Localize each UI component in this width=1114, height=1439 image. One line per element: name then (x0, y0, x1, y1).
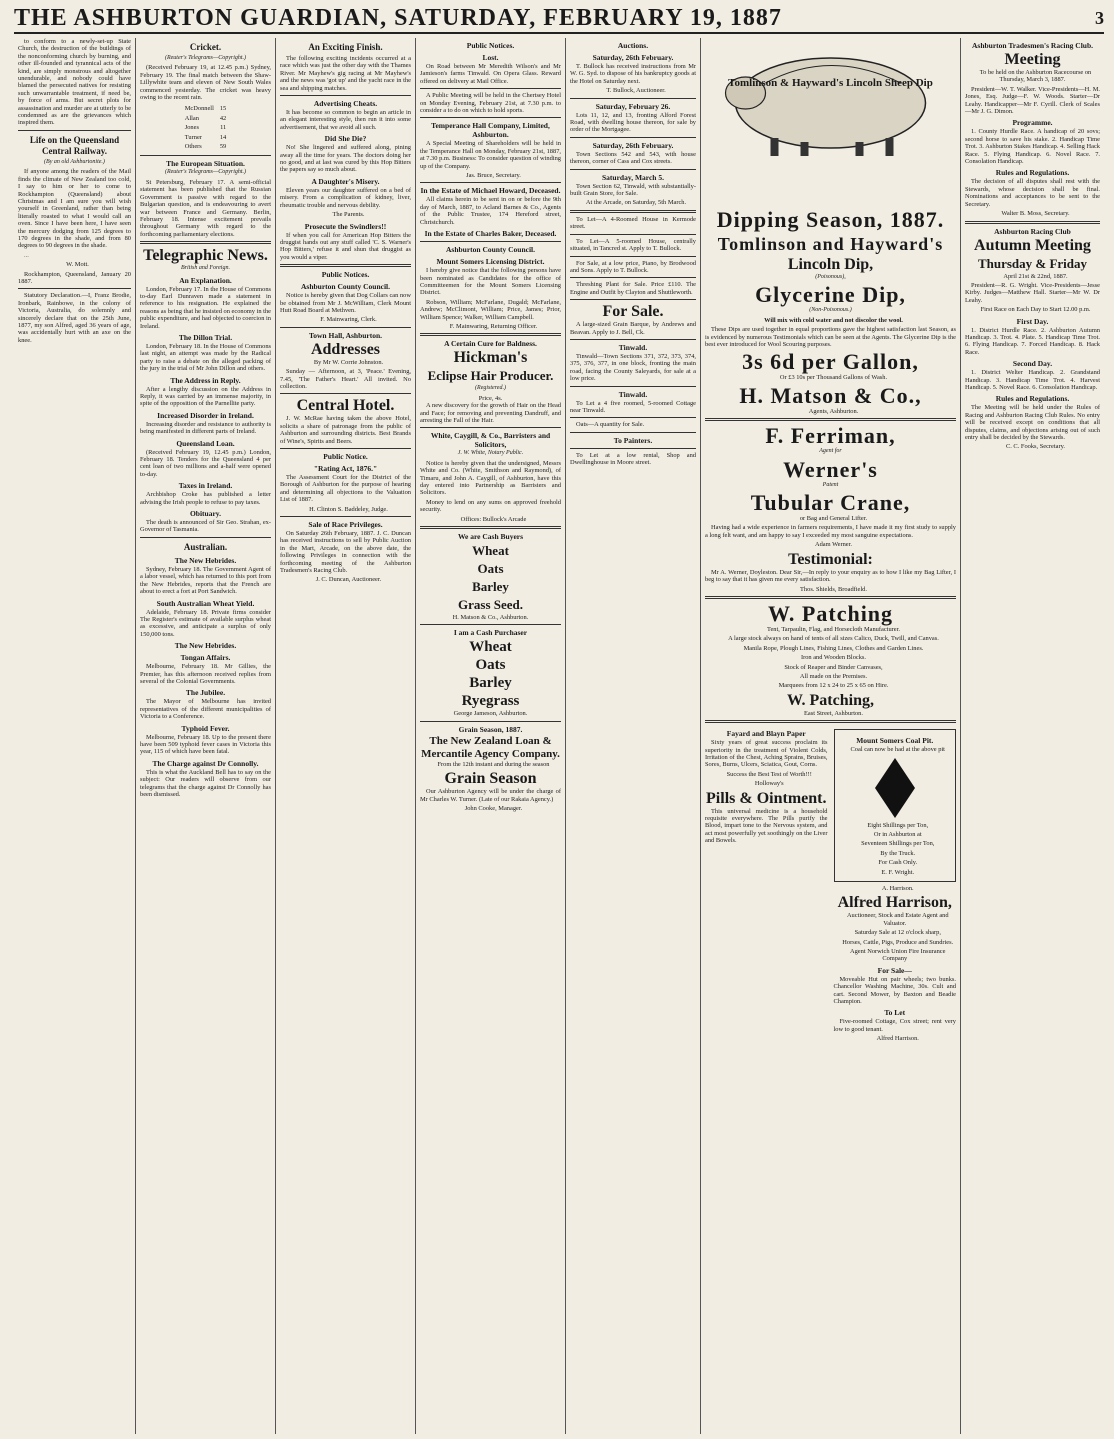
wheat-heading: South Australian Wheat Yield. (156, 598, 255, 608)
auctions-heading: Auctions. (617, 41, 649, 50)
telegraphic-sub: British and Foreign. (181, 265, 230, 272)
let2: To Let—A 5-roomed House, centrally situated, in Tancred st. Apply to T. Bullock. (570, 237, 696, 253)
taxes-heading: Taxes in Ireland. (178, 481, 233, 491)
tinwald-body: Tinwald—Town Sections 371, 372, 373, 374, 375, 376, 377, in one block, fronting the main road, facing the County Saleyards, for sale at a low price. (570, 352, 696, 383)
temperance-body: A Special Meeting of Shareholders will be held in the Temperance Hall on Monday, February 21st, 1887, at 7.30 p.m. Business: To consider question of winding up of the Company. (420, 140, 561, 170)
telegraphic-heading: Telegraphic News. (143, 247, 268, 265)
score-name: Turner (184, 133, 202, 141)
hickman-heading: Hickman's (453, 349, 528, 367)
tomlinson-heading: Tomlinson and Hayward's (717, 234, 944, 254)
programme-body: 1. County Hurdle Race. A handicap of 20 sovs; second horse to save his stake. 2. Handicap Time Trot. 3. Ashburton Stakes Handicap. 4. Selling Hack Race. 5. Flying Handicap. 6. Novel Race. 7. Consolation Handicap. (965, 128, 1100, 166)
score-row (183, 105, 229, 112)
address-heading: The Address in Reply. (170, 375, 241, 385)
meeting-heading: Meeting (1004, 51, 1061, 68)
product-name: Barley (469, 675, 512, 692)
coal-cash: For Cash Only. (878, 859, 918, 867)
queensland-body: If anyone among the readers of the Mail finds the climate of New Zealand too cold, I say to him or her to come to Rockhampton (Queensland) about Christmas and I am sure you will wish yourself in Greenland, rather than being literally roasted to what I would call an oven. Since I have been here, I have seen the mercury dodging from 125 degrees to 170 degrees in the shade, and from 80 degrees to 90 degrees in the shade. (18, 168, 131, 250)
club-heading: Ashburton Tradesmen's Racing Club. (972, 41, 1093, 50)
daughter-heading: A Daughter's Misery. (311, 176, 380, 186)
rules-body: The decision of all disputes shall rest with the Stewards, whose decision shall be final. Nominations and acceptances to be sent to the Secretary. (965, 178, 1100, 208)
agent-for: Agent for (819, 448, 842, 455)
product-name: Grass Seed. (458, 597, 523, 613)
autumn-heading: Autumn Meeting (974, 236, 1091, 254)
lead-text: to conform to a newly-set-up State Church, the destruction of the buildings of the nonconforming church by burning, and other ill-founded and tyrannical acts of the kind, are simply monstrous and altogether unendurable, and nobody could have blamed the persecuted natives for resisting such unwarrantable treatment, if need be, by force of arms. But secret plots for assassination and murder are at utterly to be condemned as are the grievances which inspired them. (18, 38, 131, 127)
forsale-heading: For Sale. (602, 303, 664, 321)
cheats-body: It has become so common to begin an article in an elegant interesting style, then run it into some advertisement, that we avoid all such. (280, 109, 411, 131)
harrison-agent: Agent Norwich Union Fire Insurance Company (850, 948, 946, 963)
temperance-sign: Jas. Bruce, Secretary. (466, 172, 521, 180)
public-notices-heading: Public Notices. (321, 270, 370, 280)
wheat-body: Adelaide, February 18. Private firms consider The Register's estimate of available surplus wheat as excessive, and anticipate a surplus of only 150,000 tons. (140, 608, 271, 638)
charge-heading: The Charge against Dr Connolly. (152, 758, 259, 768)
harrison-sign: Alfred Harrison. (876, 1035, 919, 1043)
taxes-body: Archbishop Croke has published a letter advising the Irish people to refuse to pay taxes. (140, 491, 271, 506)
lincoln-dip: Lincoln Dip, (787, 256, 874, 273)
town-hall-heading: Town Hall, Ashburton. (308, 330, 383, 340)
dillon-body: London, February 18. In the House of Commons last night, an attempt was made by the Radical party to raise a debate on the alleged packing of the jury in the trial of Mr John Dillon and others. (140, 342, 271, 373)
testimonial-heading: Testimonial: (788, 550, 873, 568)
first-day-heading: First Day. (1016, 316, 1049, 326)
harrison-intro: A. Harrison. (881, 885, 914, 892)
cricket-body: (Received February 19, at 12.45 p.m.) Sydney, February 19. The final match between the Shaw-Lillywhite team and eleven of New South Wales commenced yesterday. The cricket was heavy owing to the recent rain. (140, 64, 271, 102)
iron-line: Iron and Wooden Blocks. (800, 654, 867, 662)
columns (14, 38, 1104, 1434)
european-sub: (Reuter's Telegrams—Copyright.) (164, 169, 247, 176)
hebrides2-heading: The New Hebrides. (174, 641, 237, 651)
tinwald-heading: Tinwald. (618, 342, 648, 352)
statutory-declaration: Statutory Declaration.—I, Franz Brodie, Ironbark, Rainbowe, in the colony of Victoria, Australia, do solemnly and sincerely declare that on the 25th June, 1877, my son Alfred, aged 36 years of age, was accidentally hurt with an axe on the knee. (18, 292, 131, 344)
programme-heading: Programme. (1012, 118, 1053, 128)
fayard-heading: Fayard and Blayn Paper (726, 729, 806, 739)
cricket-scores (181, 103, 231, 152)
meeting-body: A Public Meeting will be held in the Chertsey Hotel on Monday Evening, February 21st, at 7.30 p.m. to consider a to do on which to hold sports. (420, 92, 561, 115)
european-heading: The European Situation. (166, 159, 245, 169)
score-name: Others (184, 143, 202, 151)
hebrides-heading: The New Hebrides. (174, 555, 237, 565)
auction1-sign: T. Bullock, Auctioneer. (606, 87, 666, 95)
purchaser-list (420, 638, 561, 710)
obituary-body: The death is announced of Sir Geo. Strahan, ex-Governor of Tasmania. (140, 519, 271, 534)
jubilee-heading: The Jubilee. (185, 688, 226, 698)
score-row (183, 134, 229, 141)
temperance-heading: Temperance Hall Company, Limited, Ashburton. (431, 121, 550, 140)
queensland-heading: Life on the Queensland Central Railway. (29, 134, 120, 156)
loan-heading: The New Zealand Loan & Mercantile Agency Company. (421, 734, 560, 760)
auction2-body: Lots 11, 12, and 13, fronting Alford Forest Road, with dwelling house thereon, for sale by order of the Mortgagee. (570, 111, 696, 134)
score-name: McDonnell (184, 105, 214, 113)
typhoid-body: Melbourne, February 18. Up to the present there have been 509 typhoid fever cases in Victoria this year, 115 of which have been fatal. (140, 733, 271, 756)
fayard-body: Sixty years of great success proclaim its superiority in the treatment of Violent Colds, Irritation of the Chest, Aching Sprains, Bruises, Sores, Burns, Ulcers, Sciatica, Gout, Corns. (705, 739, 828, 769)
estate1-body: All claims herein to be sent in on or before the 9th day of March, 1887, to Acland Barnes & Co., Agents of the Public Trustee, 174 Hereford street, Christchurch. (420, 196, 561, 226)
patching-sign: W. Patching, (787, 691, 874, 709)
sheep-dip-logo (705, 38, 956, 158)
glycerine-dip: Glycerine Dip, (755, 282, 906, 308)
rating-sign: H. Clinton S. Baddeley, Judge. (309, 505, 388, 513)
let3: For Sale, at a low price, Piano, by Brodwood and Sons. Apply to T. Bullock. (570, 259, 696, 274)
daughter-sign: The Parents. (332, 211, 365, 219)
white-sub: J. W. White, Notary Public. (457, 450, 524, 457)
address-body: After a lengthy discussion on the Address in Reply, it was carried by an immense majority, in spite of the opposition of the Parnellite party. (140, 385, 271, 408)
prosecute-body: If when you call for American Hop Bitters the druggist hands out any stuff called 'C. S. Warner's Hop Bitters,' refuse it and shun that druggist as you would a viper. (280, 231, 411, 261)
harrison-sale: Saturday Sale at 12 o'clock sharp, (854, 929, 941, 937)
licensing-sign: F. Mainwaring, Returning Officer. (449, 322, 538, 330)
tongan-body: Melbourne, February 18. Mr Gillies, the Premier, has this afternoon received replies from several of the Colonial Governments. (140, 663, 271, 685)
mount-somers-ad (834, 729, 957, 882)
sale-sign: J. C. Duncan, Auctioneer. (315, 576, 382, 584)
diamond-icon (875, 758, 915, 818)
harrison-items: Horses, Cattle, Pigs, Produce and Sundries. (842, 938, 954, 946)
sale-body: On Saturday 26th February, 1887. J. C. Duncan has received instructions to sell by Public Auction in the Mart, Arcade, on the above date, the following Privileges in connection with the forthcoming meeting of the Ashburton Tradesmen's Racing Club. (280, 530, 411, 575)
sheep-illustration (705, 38, 956, 158)
grain-season: Grain Season (444, 770, 537, 788)
buyers-list (420, 542, 561, 614)
rating-heading: "Rating Act, 1876." (313, 464, 378, 473)
lost-heading: Lost. (482, 53, 499, 62)
score-row (183, 124, 229, 131)
eclipse-price: Price, 4s. (478, 394, 503, 402)
licensing-heading: Mount Somers Licensing District. (436, 257, 545, 267)
eclipse-body: A new discovery for the growth of Hair on the Head and Face; for removing and preventing Dandruff, and arresting the Fall of the Hair. (420, 402, 561, 424)
coal-sign: E. F. Wright. (881, 868, 915, 876)
white-body: Notice is hereby given that the undersigned, Messrs White and Co. (White, Smithson and Raymond), of Timaru, and John A. Caygill, of Ashburton, have this day entered into Partnership as Barristers and Solicitors. (420, 459, 561, 497)
rules2-heading: Rules and Regulations. (995, 394, 1070, 404)
queensland-byline: (By an old Ashburtonite.) (44, 158, 105, 165)
final-let: To Let at a low rental, Shop and Dwellinghouse in Moore street. (570, 451, 696, 467)
score-row (183, 143, 229, 150)
first-day-body: 1. District Hurdle Race. 2. Ashburton Autumn Handicap. 3. Trot. 4. Plate. 5. Handicap Time Trot. 6. Flying Handicap. 7. Forced Handicap. 8. Hack Race. (965, 326, 1100, 356)
forsale-body: A large-sized Grain Barque, by Andrews and Beavan. Apply to J. Bell, Ck. (570, 321, 696, 336)
baldness-heading: A Certain Cure for Baldness. (444, 339, 537, 349)
grain-sign: John Cooke, Manager. (464, 805, 523, 813)
queensland-loan-heading: Queensland Loan. (176, 438, 235, 448)
score-name: Jones (184, 124, 199, 132)
ferriman-heading: F. Ferriman, (765, 423, 896, 449)
sale-heading: Sale of Race Privileges. (308, 520, 383, 530)
estate1-heading: In the Estate of Michael Howard, Deceased. (420, 186, 561, 196)
charge-body: This is what the Auckland Bell has to say on the subject: Our readers will observe from our telegrams that the charge against Dr Connolly has been dismissed. (140, 768, 271, 798)
column-1: to conform to a newly-set-up State Church, the destruction of the buildings of the nonconforming church by burning, and other ill-founded and tyrannical acts of the kind, are simply monstrous and altogether unendurable, and nobody could have blamed the persecuted natives for resisting such unwarrantable treatment, if need be, by force of arms. But secret plots for assassination and murder are at utterly to be condemned as are the grievances which inspired them. Life on the Queensland Central Railway. (By an old Ashburtonite.) If anyone among the readers of the Mail finds the climate of New Zealand too cold, I say to him or her to come to Rockhampton (Queensland) about Christmas and I am sure you will wish yourself in Greenland, rather than being literally roasted to what I would call an oven. Since I have been here, I have seen the mercury dodging from 125 degrees to 170 degrees in the shade, and from 80 degrees to 90 degrees in the shade. ... W. Mott. Rockhampton, Queensland, January 20 1887. Statutory Declaration.—I, Franz Brodie, Ironbark, Rainbowe, in the colony of Victoria, Australia, do solemnly and sincerely declare that on the 25th June, 1877, my son Alfred, aged 36 years of age, was accidentally hurt with an axe on the knee. (14, 38, 136, 1434)
eclipse-heading: Eclipse Hair Producer. (427, 368, 554, 384)
exciting-heading: An Exciting Finish. (308, 42, 383, 52)
harrison-sub: Auctioneer, Stock and Estate Agent and Valuator. (846, 912, 949, 927)
lost-body: On Road between Mr Meredith Wilson's and Mr Jamieson's farms Tinwald. On Opera Glass. Reward offered on delivery at Mail Office. (420, 63, 561, 85)
jubilee-body: The Mayor of Melbourne has invited representatives of the different municipalities of Victoria to a Conference. (140, 698, 271, 721)
grain-heading: Grain Season, 1887. (458, 724, 523, 734)
werner-heading: Werner's (783, 456, 878, 482)
explanation-body: London, February 17. In the House of Commons to-day Earl Dunraven made a statement in reference to his resignation. He explained the reasons as being that he insisted on economy in the public expenditure, and had objected to coercion in Ireland. (140, 285, 271, 330)
testimonial-body: Mr A. Werner, Doyleston. Dear Sir,—In reply to your enquiry as to how I like my Bag Lifter, I beg to say that it has given me every satisfaction. (705, 568, 956, 584)
tinwald2-body: To Let a 4 five roomed, 5-roomed Cottage near Tinwald. (570, 399, 696, 414)
county-council-heading: Ashburton County Council. (301, 282, 390, 292)
agent-name: H. Matson & Co., (739, 382, 922, 408)
agent-sub: Agents, Ashburton. (808, 407, 859, 415)
licensing-body: I hereby give notice that the following persons have been nominated as Candidates for the office of Committeemen for the Mount Somers Licensing District. (420, 267, 561, 297)
licensing-names: Robson, William; McFarlane, Dugald; McFarlane, Andrew; McClimont, William; Price, James; Prior, William Spence; Walker, William Campbell. (420, 298, 561, 321)
rules2-body: The Meeting will be held under the Rules of Racing and Ashburton Racing Club Rules. No entry will be received except on conditions that all disputes, claims, and objections arising out of such entry shall be decided by the Stewards. (965, 404, 1100, 441)
patching-addr: East Street, Ashburton. (804, 709, 863, 717)
footer-sign: C. C. Fooks, Secretary. (1005, 443, 1066, 451)
european-body: St Petersburg, February 17. A semi-official statement has been published that the Russian Government is passive with regard to the Bulgarian question, and is endeavouring to avert war between France and Germany. Berlin, February 18. Intense excitement prevails throughout Germany with regard to the forthcoming parliamentary elections. (140, 178, 271, 238)
forsale2-heading: For Sale— (877, 965, 912, 975)
explanation-heading: An Explanation. (179, 275, 232, 285)
testimonial-sign: Thos. Shields, Broadfield. (800, 585, 867, 593)
disorder-heading: Increased Disorder in Ireland. (157, 410, 254, 420)
tinwald2-heading: Tinwald. (618, 389, 648, 399)
auction3-heading: Saturday, 26th February. (592, 140, 674, 150)
column-5 (566, 38, 701, 1434)
tolet-heading: To Let (884, 1008, 906, 1018)
let4: Threshing Plant for Sale. Price £110. The Engine and Outfit by Clayton and Shuttleworth. (570, 281, 696, 296)
sheep-banner: Tomlinson & Hayward's Lincoln Sheep Dip (728, 77, 933, 90)
holloway-body: This universal medicine is a household requisite everywhere. The Pills purify the Blood, impart tone to the Nervous system, and act most powerfully yet soothingly on the Liver and Bowels. (705, 807, 828, 845)
auction2-heading: Saturday, February 26. (595, 101, 671, 111)
auction4-sub: At the Arcade, on Saturday, 5th March. (585, 199, 687, 207)
purchaser-heading: I am a Cash Purchaser (453, 628, 528, 638)
crane-body: Having had a wide experience in farmers requirements, I have made it my first study to supply a long felt want, and am happy to say I exceeded my most sanguine expectations. (705, 524, 956, 539)
pills-heading: Pills & Ointment. (706, 789, 827, 807)
first-post: First Race on Each Day to Start 12.00 p.m. (980, 306, 1091, 314)
queensland-dateline: Rockhampton, Queensland, January 20 1887. (18, 270, 131, 285)
grain-body: Our Ashburton Agency will be under the charge of Mr Charles W. Turner. (Late of our Rakaia Agency.) (420, 788, 561, 803)
non-poisonous: (Non-Poisonous.) (809, 307, 852, 314)
exciting-body: The following exciting incidents occurred at a race which was just the other day with the Thames River. Mr Mayhew's gig racing at Mr Mayhew's and the news was 'got up' and the yacht race in the sea and shipping matches. (280, 55, 411, 92)
score-runs: 15 (219, 105, 227, 113)
masthead (14, 4, 1104, 34)
auction4-heading: Saturday, March 5. (602, 172, 664, 182)
oats-line: Oats—A quantity for Sale. (576, 421, 645, 429)
auction3-body: Town Sections 542 and 543, with house thereon, corner of Cass and Cox streets. (570, 150, 696, 166)
wool-line: Will mix with cold water and not discolor the wool. (764, 316, 903, 324)
auction1-heading: Saturday, 26th February. (592, 53, 674, 62)
prosecute-heading: Prosecute the Swindlers!! (304, 221, 387, 231)
queensland-loan-body: (Received February 19, 12.45 p.m.) London, February 18. Tenders for the Queensland 4 per cent loan of two millions and a-half were opened to-day. (140, 448, 271, 478)
score-runs: 59 (219, 143, 227, 151)
officials: President—W. T. Walker. Vice-Presidents—H. M. Jones, Esq. Judge—F. W. Woods. Starter—Dr Leahy. Handicapper—Mr F. Cyrill. Clerk of Scales—Mr J. G. Dimon. (965, 85, 1100, 116)
patching-stock: A large stock always on hand of tents of all sizes Calico, Duck, Twill, and Canvas. (728, 635, 939, 643)
auction4-body: Town Section 62, Tinwald, with substantially-built Grain Store, for Sale. (570, 182, 696, 198)
money-line: Money to lend on any sums on approved freehold security. (420, 498, 561, 514)
coal-by: By the Truck. (880, 849, 916, 857)
buyers-heading: We are Cash Buyers (457, 532, 524, 542)
product-name: Barley (472, 579, 509, 595)
meeting-body: To be held on the Ashburton Racecourse on Thursday, March 3, 1887. (979, 69, 1092, 84)
crane-sign: Adam Werner. (815, 541, 852, 549)
product-name: Wheat (469, 639, 512, 656)
central-hotel-heading: Central Hotel. (296, 397, 395, 415)
purchaser-firm: George Jameson, Ashburton. (453, 710, 528, 718)
addresses-body: Sunday — Afternoon, at 3, 'Peace.' Evening, 7.45, 'The Father's Heart.' All invited. No collection. (280, 368, 411, 390)
eclipse-reg: (Registered.) (475, 385, 506, 392)
score-row (183, 115, 229, 122)
column-3 (276, 38, 416, 1434)
addresses-heading: Addresses (310, 340, 381, 358)
forsale2-body: Moveable Hut on pair wheels; two bunks. Chancellor Washing Machine, 30s. Cult and cart. Second Mower, by Baxton and Beadie Champion. (833, 975, 956, 1006)
column-6 (701, 38, 961, 1434)
white-heading: White, Caygill, & Co., Barristers and Solicitors, (430, 431, 551, 450)
rules-heading: Rules and Regulations. (995, 168, 1070, 178)
autumn-dates: Thursday & Friday (977, 255, 1088, 271)
autumn-sub: April 21st & 22nd, 1887. (1003, 272, 1068, 280)
public-notice-heading: Public Notice. (323, 452, 368, 461)
office-line: Offices: Bullock's Arcade (460, 515, 527, 523)
cricket-sub: (Reuter's Telegrams—Copyright.) (164, 55, 247, 61)
coal-sub: Or in Ashburton at (873, 830, 922, 838)
tolet-body: Five-roomed Cottage, Cox street; rent very low to good tenant. (833, 1018, 956, 1033)
rules-sign: Walter B. Moss, Secretary. (1001, 210, 1070, 218)
patching-heading: W. Patching (767, 600, 894, 626)
column-7 (961, 38, 1104, 1434)
shedie-body: No! She lingered and suffered along, pining away all the time for years. The doctors doing her no good, and at last was cured by this Hop Bitters the papers say so much about. (280, 144, 411, 174)
hebrides-body: Sydney, February 18. The Government Agent of a labor vessel, which has returned to this port from the New Hebrides, reports that the French are about to erect a fort at Port Sandwich. (140, 565, 271, 596)
typhoid-heading: Typhoid Fever. (181, 723, 230, 733)
cricket-heading: Cricket. (189, 42, 222, 52)
auction1-body: T. Bullock has received instructions from Mr W. G. Syd. to dispose of his bankruptcy goods at the Hotel on Saturday next. (570, 63, 696, 85)
crane-sub: or Bag and General Lifter. (799, 515, 868, 523)
dipping-heading: Dipping Season, 1887. (716, 207, 945, 232)
disorder-body: Increasing disorder and resistance to authority is being manifested in different parts of Ireland. (140, 420, 271, 436)
australian-heading: Australian. (183, 541, 228, 552)
price-line: 3s 6d per Gallon, (742, 349, 919, 375)
patching-items: Manila Rope, Plough Lines, Fishing Lines, Clothes and Garden Lines. (743, 644, 924, 652)
price-sub: Or £3 10s per Thousand Gallons of Wash. (779, 374, 888, 382)
queensland-signature: W. Mott. (66, 261, 89, 269)
from-line: From the 12th instant and during the season (437, 760, 550, 768)
harrison-heading: Alfred Harrison, (837, 894, 952, 912)
cheats-heading: Advertising Cheats. (313, 99, 378, 109)
column-2 (136, 38, 276, 1434)
success-line: Success the Best Test of Worth!!! (726, 770, 812, 778)
tongan-heading: Tongan Affairs. (180, 653, 231, 663)
score-runs: 42 (219, 114, 227, 122)
crane-heading: Tubular Crane, (750, 490, 911, 516)
notices-heading: Public Notices. (466, 41, 515, 50)
score-runs: 11 (220, 124, 227, 132)
central-hotel-body: J. W. McRae having taken the above Hotel, solicits a share of patronage from the public of Ashburton and surrounding districts. Best Brands of Wine's, Spirits and Beers. (280, 415, 411, 445)
rating-body: The Assessment Court for the District of the Borough of Ashburton for the purpose of hearing and determining all objections to the Valuation List of 1887. (280, 474, 411, 504)
holloway-heading: Holloway's (754, 780, 784, 788)
product-name: Oats (475, 657, 506, 674)
council-heading: Ashburton County Council. (446, 245, 535, 255)
poisonous: (Poisonous), (815, 274, 846, 280)
mount-somers-sub: Coal can now be had at the above pit (850, 746, 945, 754)
coal-price: Eight Shillings per Ton, (867, 821, 929, 829)
county-council-sign: F. Mainwaring, Clerk. (320, 316, 377, 324)
dip-body: These Dips are used together in equal proportions gave the highest satisfaction last Season, as is evidenced by numerous Testimonials which can be seen at the Agents. The Glycerine Dip is the best ever introduced for Wool Scouring purposes. (705, 326, 956, 349)
shedie-heading: Did She Die? (324, 134, 367, 144)
patent: Patent (822, 481, 839, 488)
masthead-title: THE ASHBURTON GUARDIAN, SATURDAY, FEBRUARY 19, 1887 (14, 4, 782, 31)
obituary-heading: Obituary. (189, 509, 222, 519)
product-name: Wheat (472, 543, 509, 559)
patching-sub: Tent, Tarpaulin, Flag, and Horsecloth Manufacturer. (767, 625, 900, 633)
county-council-body: Notice is hereby given that Dog Collars can now be obtained from Mr J. McWilliam, Clerk Mount Hutt Road Board at Methven. (280, 292, 411, 314)
score-name: Allan (184, 114, 199, 122)
premises-line: All made on the Premises. (799, 672, 868, 680)
daughter-body: Eleven years our daughter suffered on a bed of misery. From a complication of kidney, liver, rheumatic trouble and nervous debility. (280, 186, 411, 209)
estate2-heading: In the Estate of Charles Baker, Deceased. (424, 229, 557, 239)
second-day-heading: Second Day. (1012, 359, 1053, 369)
score-runs: 14 (219, 133, 227, 141)
autumn-officials: President—R. G. Wright. Vice-Presidents—Jesse Kirby. Judges—Matthew Hall. Starter—Mr W. Dr Leahy. (965, 281, 1100, 304)
product-name: Ryegrass (461, 693, 520, 710)
marquees-line: Marquees from 12 x 24 to 25 x 65 on Hire. (778, 682, 889, 690)
column-4 (416, 38, 566, 1434)
stock-line: Stock of Reaper and Binder Canvases, (784, 663, 883, 671)
painters-line: To Painters. (613, 435, 653, 445)
page-number: 3 (1095, 7, 1104, 28)
mount-somers-heading: Mount Somers Coal Pit. (856, 736, 934, 746)
dillon-heading: The Dillon Trial. (178, 332, 233, 342)
let1: To Let—A 4-Roomed House in Kermode street. (570, 215, 696, 231)
second-day-body: 1. District Welter Handicap. 2. Grandstand Handicap. 3. Handicap Time Trot. 4. Harvest Handicap. 5. Novel Race. 6. Consolation Handicap. (965, 369, 1100, 391)
buyers-firm: H. Matson & Co., Ashburton. (452, 614, 529, 622)
product-name: Oats (477, 561, 504, 577)
autumn-club: Ashburton Racing Club (994, 226, 1071, 236)
addresses-by: By Mr W. Corrie Johnston. (313, 358, 384, 366)
coal-price2: Seventeen Shillings per Ton, (861, 840, 935, 848)
